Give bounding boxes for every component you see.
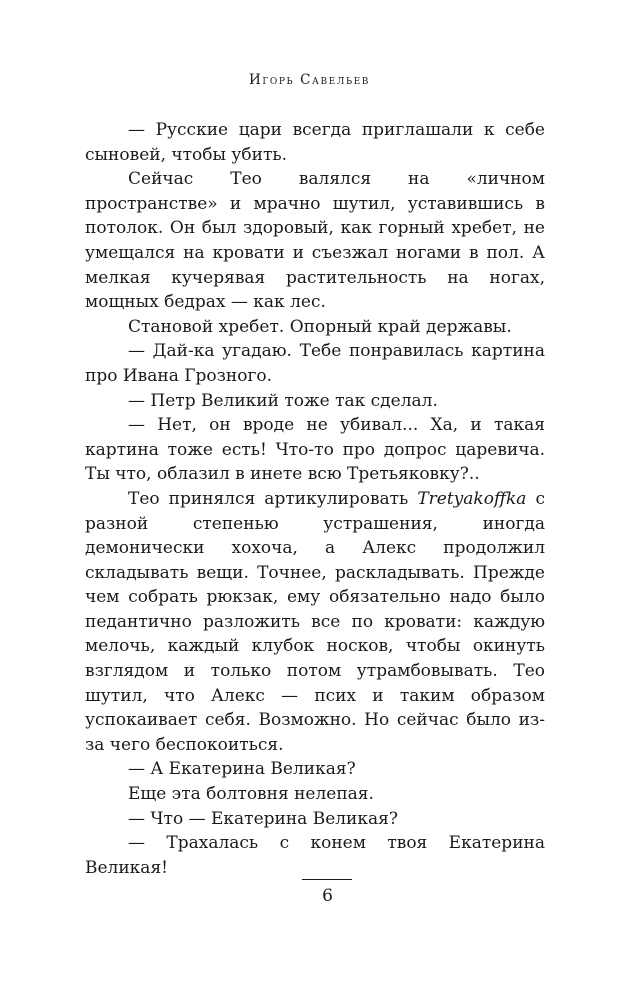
italic-term: Tretyakoffka	[417, 488, 527, 509]
paragraph: — Трахалась с конем твоя Екатерина Великая!	[85, 833, 545, 878]
paragraph: Сейчас Тео валялся на «личном пространстве» и мрачно шутил, уставившись в потолок. Он был здоровый, как горный хребет, не умещался на кровати и съезжал ногами в пол. А мелкая кучерявая растительность на ногах, мощных бедрах — как лес.	[85, 169, 545, 313]
paragraph: — Что — Екатерина Великая?	[128, 808, 398, 829]
paragraph: — Петр Великий тоже так сделал.	[128, 390, 438, 411]
paragraph	[85, 487, 545, 758]
paragraph: — Дай-ка угадаю. Тебе понравилась картина про Ивана Грозного.	[85, 341, 545, 386]
body-text	[85, 118, 545, 880]
paragraph: Становой хребет. Опорный край державы.	[128, 316, 512, 337]
page-number: 6	[322, 886, 333, 906]
paragraph: — А Екатерина Великая?	[128, 759, 356, 780]
footer-rule	[302, 879, 352, 880]
paragraph: Еще эта болтовня нелепая.	[128, 784, 374, 805]
paragraph: — Нет, он вроде не убивал... Ха, и такая картина тоже есть! Что-то про допрос царевича. Ты что, облазил в инете всю Третьяковку?..	[85, 415, 545, 485]
paragraph-text: с разной степенью устрашения, иногда демонически хохоча, а Алекс продолжил складывать вещи. Точнее, раскладывать. Прежде чем собрать рюкзак, ему обязательно надо было педантично разложить все по кровати: каждую мелочь, каждый клубок носков, чтобы окинуть взглядом и только потом утрамбовывать. Тео шутил, что Алекс — псих и таким образом успокаивает себя. Возможно. Но сейчас было из-за чего беспокоиться.	[85, 488, 545, 755]
paragraph: — Русские цари всегда приглашали к себе сыновей, чтобы убить.	[85, 120, 545, 165]
running-header: Игорь Савельев	[248, 72, 370, 88]
paragraph-text: Тео принялся артикулировать	[128, 488, 418, 509]
